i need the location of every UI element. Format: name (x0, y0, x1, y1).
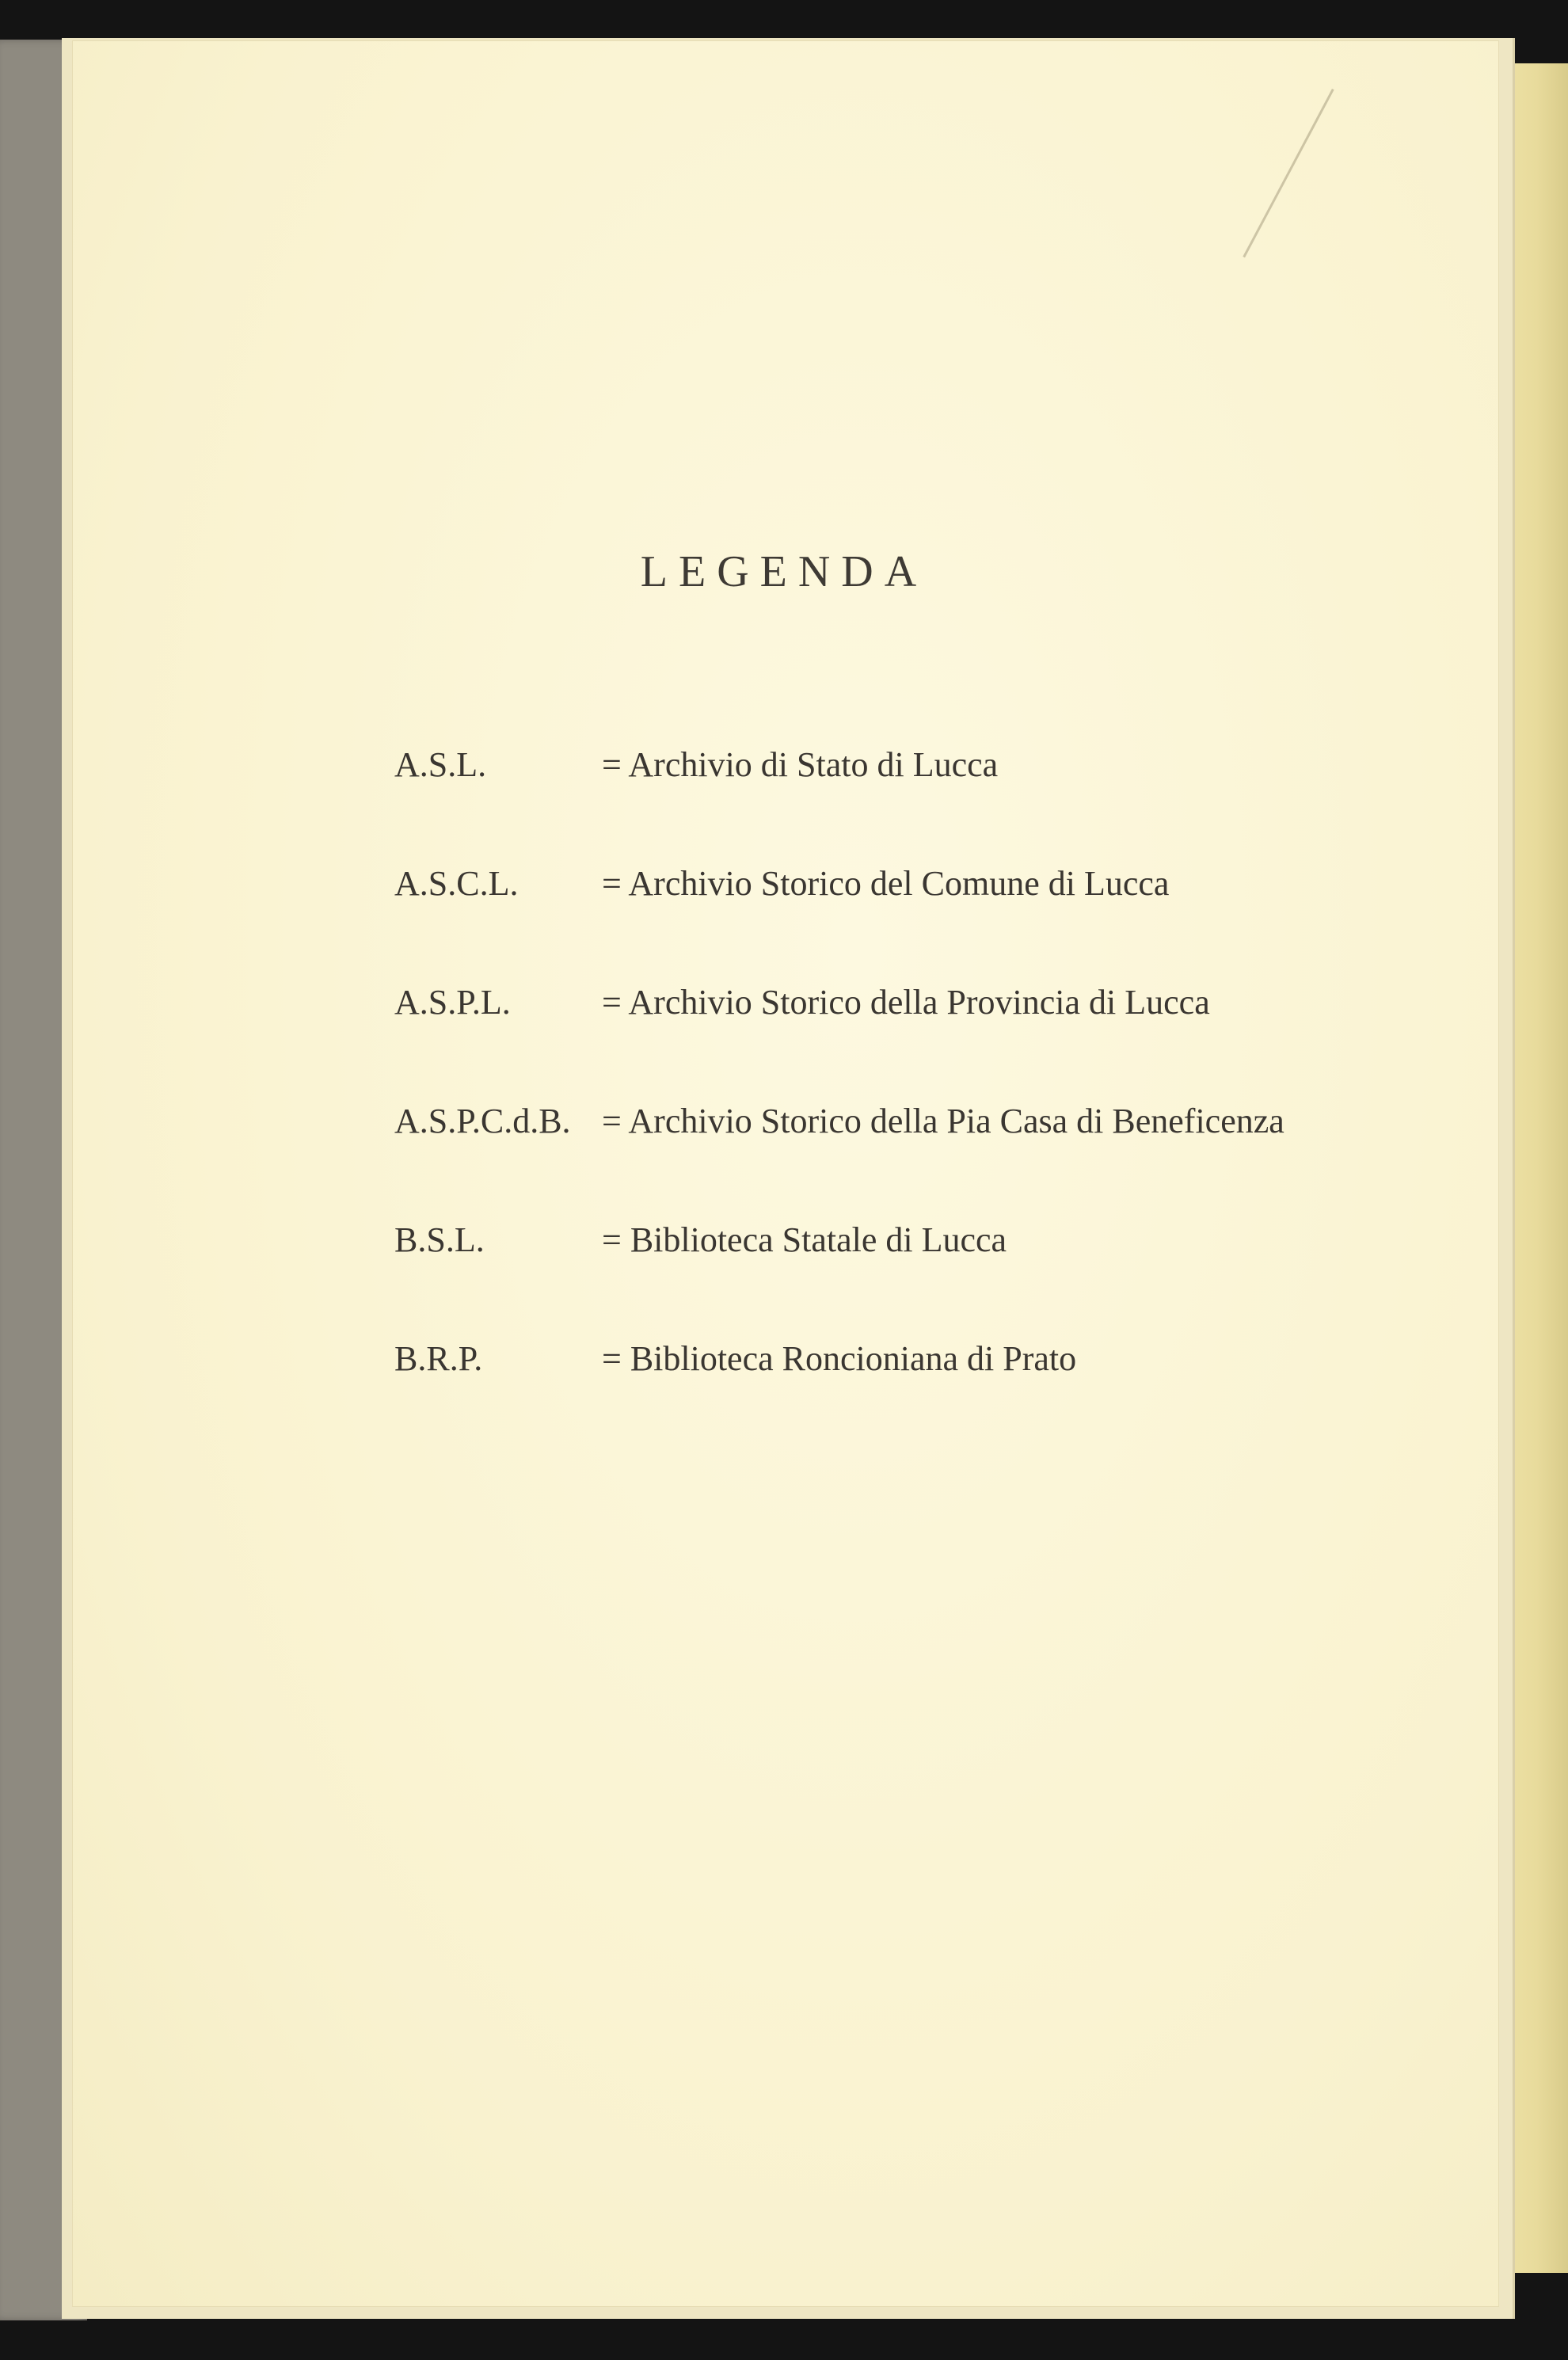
page-title: LEGENDA (640, 547, 928, 596)
legend-entry (394, 744, 1424, 863)
legend-abbreviation: A.S.P.C.d.B. (394, 1102, 571, 1140)
legend-description: = Biblioteca Roncioniana di Prato (602, 1339, 1077, 1378)
legend-abbreviation: A.S.L. (394, 745, 487, 784)
legend-list (394, 744, 1424, 1457)
legend-entry (394, 1338, 1424, 1457)
legend-entry (394, 1220, 1424, 1338)
legend-description: = Archivio Storico della Provincia di Lucca (602, 983, 1210, 1022)
legend-abbreviation: A.S.P.L. (394, 983, 511, 1022)
legend-description: = Archivio di Stato di Lucca (602, 745, 999, 784)
legend-entry (394, 982, 1424, 1101)
legend-abbreviation: B.S.L. (394, 1220, 485, 1259)
legend-description: = Archivio Storico della Pia Casa di Beneficenza (602, 1102, 1284, 1140)
legend-entry (394, 863, 1424, 982)
legend-description: = Biblioteca Statale di Lucca (602, 1220, 1007, 1259)
legend-abbreviation: B.R.P. (394, 1339, 483, 1378)
paper-crease (1243, 89, 1334, 257)
legend-entry (394, 1101, 1424, 1220)
legend-description: = Archivio Storico del Comune di Lucca (602, 864, 1170, 903)
legend-abbreviation: A.S.C.L. (394, 864, 519, 903)
